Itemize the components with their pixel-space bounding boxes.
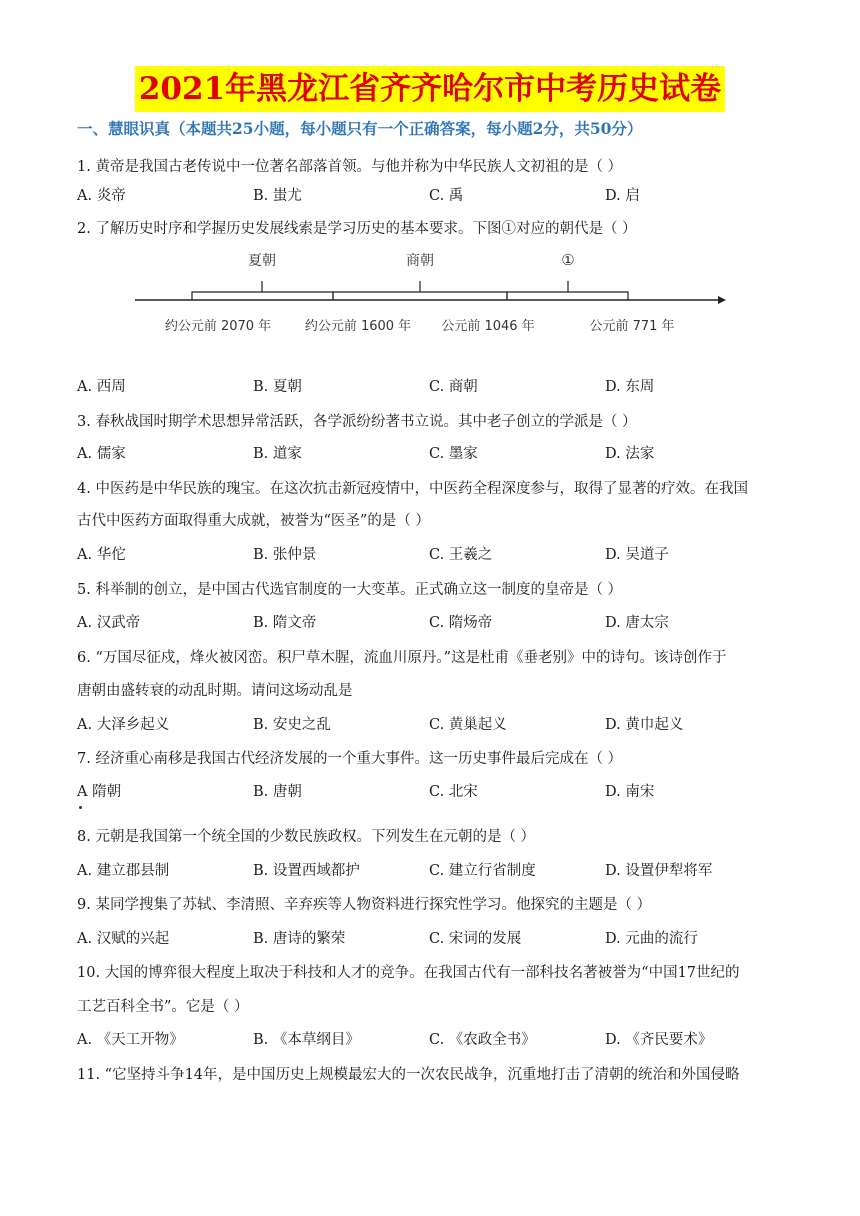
question-8: 8. 元朝是我国第一个统全国的少数民族政权。下列发生在元朝的是（ ） xyxy=(77,829,536,845)
option-c: C. 建立行省制度 xyxy=(429,863,536,879)
option-d: D. 元曲的流行 xyxy=(605,931,698,947)
option-b: B. 唐朝 xyxy=(253,784,302,800)
option-b: B. 夏朝 xyxy=(253,379,302,395)
dynasty-label-shang: 商朝 xyxy=(406,253,434,269)
options-8 xyxy=(77,861,777,881)
option-b: B. 设置西域都护 xyxy=(253,863,360,879)
option-b: B. 《本草纲目》 xyxy=(253,1032,360,1048)
option-d: D. 启 xyxy=(605,188,640,204)
option-a: A. 汉赋的兴起 xyxy=(77,931,170,947)
bracket-unknown xyxy=(507,292,628,300)
option-c: C. 墨家 xyxy=(429,446,478,462)
option-d: D. 唐太宗 xyxy=(605,615,669,631)
options-1 xyxy=(77,186,777,206)
question-7: 7. 经济重心南移是我国古代经济发展的一个重大事件。这一历史事件最后完成在（ ） xyxy=(77,751,623,767)
option-b: B. 蚩尤 xyxy=(253,188,302,204)
question-6-line-1: 6. “万国尽征戍，烽火被冈峦。积尸草木腥，流血川原丹。”这是杜甫《垂老别》中的诗句。该诗创作于 xyxy=(77,650,727,666)
option-a: A. 华佗 xyxy=(77,547,126,563)
options-4 xyxy=(77,545,777,565)
bracket-xia xyxy=(192,292,333,300)
question-10-line-2: 工艺百科全书”。它是（ ） xyxy=(77,999,249,1015)
option-c: C. 王羲之 xyxy=(429,547,493,563)
option-d: D. 设置伊犁将军 xyxy=(605,863,713,879)
question-11-line-1: 11. “它坚持斗争14年，是中国历史上规模最宏大的一次农民战争，沉重地打击了清朝的统治和外国侵略 xyxy=(77,1067,740,1083)
page-title: 2021年黑龙江省齐齐哈尔市中考历史试卷 xyxy=(135,66,725,112)
question-6-line-2: 唐朝由盛转衰的动乱时期。请问这场动乱是 xyxy=(77,683,353,699)
question-1: 1. 黄帝是我国古老传说中一位著名部落首领。与他并称为中华民族人文初祖的是（ ） xyxy=(77,159,623,175)
option-a: A. 儒家 xyxy=(77,446,126,462)
option-a: A 隋朝 xyxy=(77,784,122,800)
option-a: A. 汉武帝 xyxy=(77,615,141,631)
option-d: D. 吴道子 xyxy=(605,547,669,563)
option-b: B. 唐诗的繁荣 xyxy=(253,931,346,947)
options-6 xyxy=(77,715,777,735)
options-7 xyxy=(77,782,777,802)
options-3 xyxy=(77,444,777,464)
option-b: B. 张仲景 xyxy=(253,547,317,563)
title-area xyxy=(0,66,860,112)
option-d: D. 南宋 xyxy=(605,784,655,800)
date-label-2: 约公元前 1600 年 xyxy=(304,319,412,334)
stray-dot xyxy=(79,806,82,809)
option-c: C. 禹 xyxy=(429,188,464,204)
question-2: 2. 了解历史时序和学握历史发展线索是学习历史的基本要求。下图①对应的朝代是（ ） xyxy=(77,221,637,237)
timeline-diagram xyxy=(130,245,730,335)
option-b: B. 隋文帝 xyxy=(253,615,317,631)
section-heading: 一、慧眼识真（本题共25小题，每小题只有一个正确答案，每小题2分，共50分） xyxy=(77,119,643,138)
option-c: C. 宋词的发展 xyxy=(429,931,522,947)
option-d: D. 东周 xyxy=(605,379,655,395)
date-label-1: 约公元前 2070 年 xyxy=(164,319,272,334)
date-label-4: 公元前 771 年 xyxy=(589,319,675,334)
question-3: 3. 春秋战国时期学术思想异常活跃，各学派纷纷著书立说。其中老子创立的学派是（ ） xyxy=(77,414,637,430)
option-d: D. 法家 xyxy=(605,446,655,462)
option-c: C. 《农政全书》 xyxy=(429,1032,536,1048)
question-4-line-2: 古代中医药方面取得重大成就，被誉为“医圣”的是（ ） xyxy=(77,513,430,529)
option-b: B. 道家 xyxy=(253,446,302,462)
question-9: 9. 某同学搜集了苏轼、李清照、辛弃疾等人物资料进行探究性学习。他探究的主题是（ ） xyxy=(77,897,652,913)
date-label-3: 公元前 1046 年 xyxy=(441,319,535,334)
options-2 xyxy=(77,377,777,397)
options-9 xyxy=(77,929,777,949)
dynasty-label-unknown: ① xyxy=(561,251,575,269)
dynasty-label-xia: 夏朝 xyxy=(248,253,276,269)
option-a: A. 西周 xyxy=(77,379,126,395)
option-d: D. 《齐民要术》 xyxy=(605,1032,713,1048)
option-c: C. 商朝 xyxy=(429,379,478,395)
question-5: 5. 科举制的创立，是中国古代选官制度的一大变革。正式确立这一制度的皇帝是（ ） xyxy=(77,582,623,598)
option-c: C. 北宋 xyxy=(429,784,478,800)
option-a: A. 炎帝 xyxy=(77,188,126,204)
options-10 xyxy=(77,1030,777,1050)
option-d: D. 黄巾起义 xyxy=(605,717,684,733)
option-a: A. 建立郡县制 xyxy=(77,863,170,879)
option-b: B. 安史之乱 xyxy=(253,717,331,733)
timeline-arrow xyxy=(718,296,726,304)
question-4-line-1: 4. 中医药是中华民族的瑰宝。在这次抗击新冠疫情中，中医药全程深度参与，取得了显著的疗效。在我国 xyxy=(77,481,748,497)
options-5 xyxy=(77,613,777,633)
option-c: C. 隋炀帝 xyxy=(429,615,493,631)
bracket-shang xyxy=(333,292,507,300)
question-10-line-1: 10. 大国的博弈很大程度上取决于科技和人才的竞争。在我国古代有一部科技名著被誉为“中国17世纪的 xyxy=(77,965,740,981)
option-c: C. 黄巢起义 xyxy=(429,717,507,733)
option-a: A. 《天工开物》 xyxy=(77,1032,184,1048)
option-a: A. 大泽乡起义 xyxy=(77,717,170,733)
